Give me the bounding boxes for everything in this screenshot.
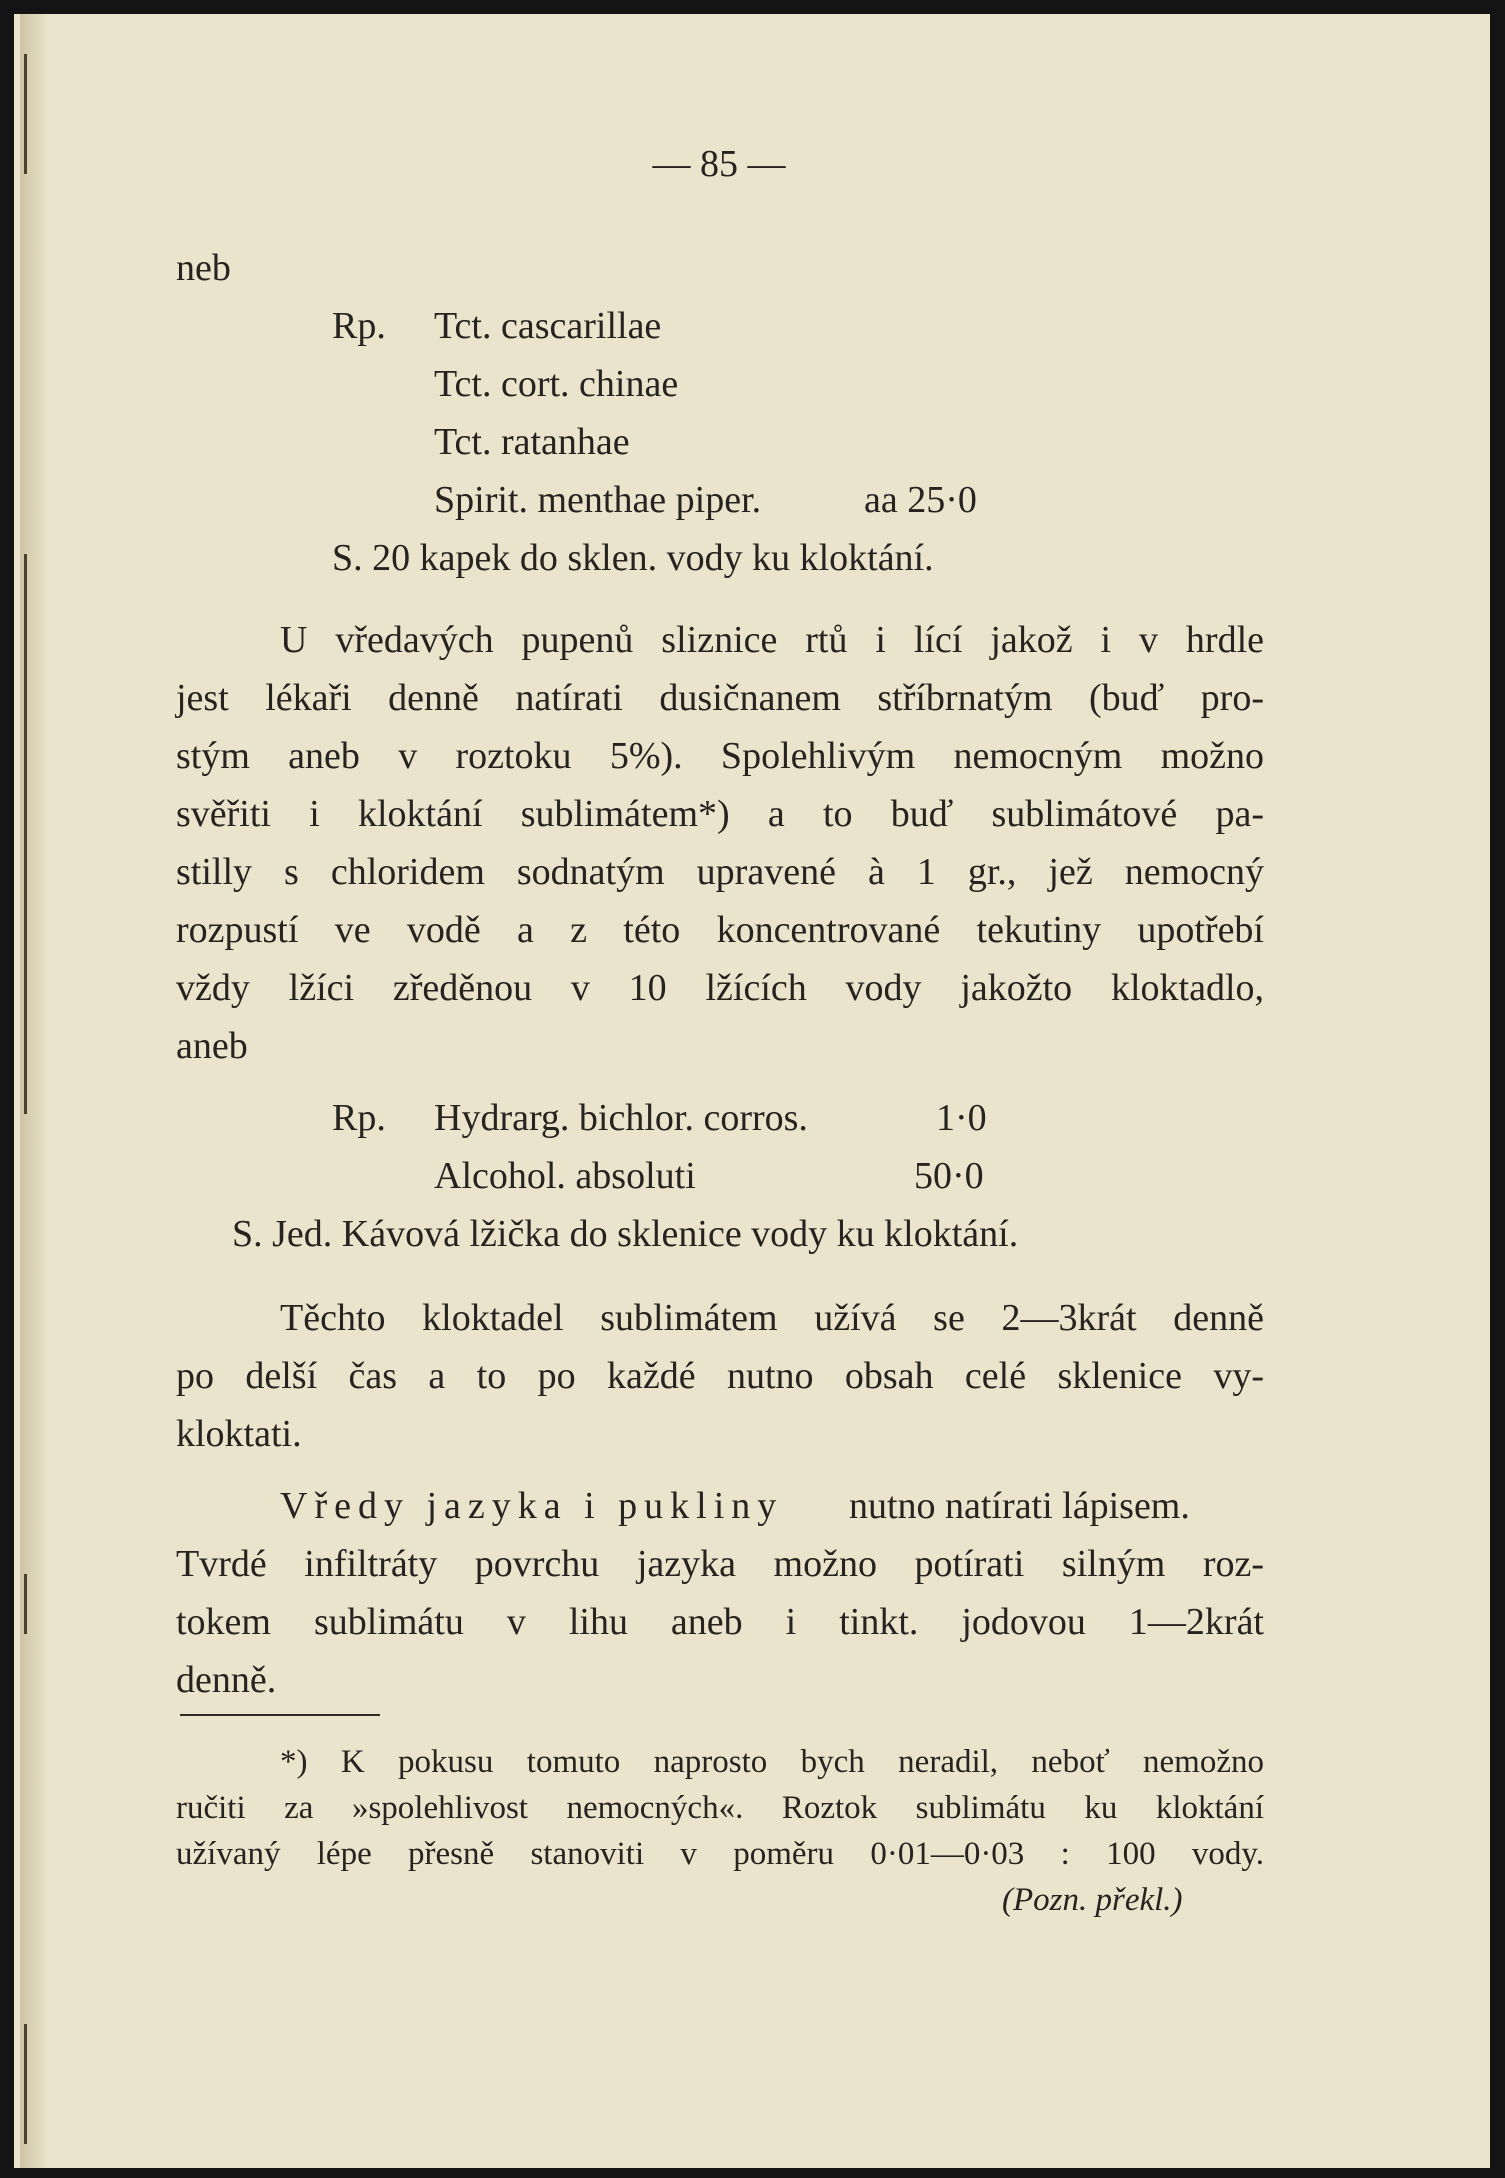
margin-mark <box>24 2024 27 2144</box>
paragraph-line: aneb <box>176 1025 248 1067</box>
emphasized-phrase: Vředy jazyka i pukliny <box>280 1485 784 1527</box>
recipe-ingredient: Tct. cascarillae <box>434 305 662 347</box>
paragraph-line: Těchto kloktadel sublimátem užívá se 2—3krát denně <box>280 1297 1264 1339</box>
recipe-amount: 1·0 <box>936 1097 987 1139</box>
recipe-amount: aa 25·0 <box>864 479 977 521</box>
paragraph-line: stým aneb v roztoku 5%). Spolehlivým nemocným možno <box>176 735 1264 777</box>
paragraph-line: kloktati. <box>176 1413 302 1455</box>
footnote-line: ručiti za »spolehlivost nemocných«. Roztok sublimátu ku kloktání <box>176 1790 1264 1826</box>
recipe-signa: S. 20 kapek do sklen. vody ku kloktání. <box>332 537 934 579</box>
recipe-signa: S. Jed. Kávová lžička do sklenice vody ku kloktání. <box>232 1213 1019 1255</box>
recipe-ingredient: Spirit. menthae piper. <box>434 479 762 521</box>
recipe-amount: 50·0 <box>914 1155 984 1197</box>
paragraph-line: jest lékaři denně natírati dusičnanem stříbrnatým (buď pro- <box>176 677 1264 719</box>
margin-mark <box>24 554 27 1114</box>
recipe-rp-label: Rp. <box>332 305 386 347</box>
paragraph-line: Tvrdé infiltráty povrchu jazyka možno potírati silným roz- <box>176 1543 1264 1585</box>
paragraph-line: denně. <box>176 1659 277 1701</box>
paragraph-line: vždy lžíci zředěnou v 10 lžících vody jakožto kloktadlo, <box>176 967 1264 1009</box>
paragraph-line: po delší čas a to po každé nutno obsah celé sklenice vy- <box>176 1355 1264 1397</box>
paragraph-line: tokem sublimátu v lihu aneb i tinkt. jodovou 1—2krát <box>176 1601 1264 1643</box>
footnote-line: užívaný lépe přesně stanoviti v poměru 0·01—0·03 : 100 vody. <box>176 1836 1264 1872</box>
book-page <box>14 14 1490 2168</box>
page-number: — 85 — <box>652 143 786 185</box>
footnote-signature: (Pozn. překl.) <box>1002 1882 1183 1918</box>
margin-mark <box>24 1574 27 1634</box>
recipe-rp-label: Rp. <box>332 1097 386 1139</box>
paragraph-line: nutno natírati lápisem. <box>849 1485 1190 1527</box>
recipe-ingredient: Hydrarg. bichlor. corros. <box>434 1097 808 1139</box>
recipe-ingredient: Alcohol. absoluti <box>434 1155 696 1197</box>
footnote-line: *) K pokusu tomuto naprosto bych neradil, neboť nemožno <box>280 1744 1264 1780</box>
intro-word: neb <box>176 247 231 289</box>
paragraph-line: stilly s chloridem sodnatým upravené à 1 gr., jež nemocný <box>176 851 1264 893</box>
paragraph-line: rozpustí ve vodě a z této koncentrované tekutiny upotřebí <box>176 909 1264 951</box>
recipe-ingredient: Tct. cort. chinae <box>434 363 679 405</box>
footnote-separator <box>180 1714 380 1716</box>
paragraph-line: U vředavých pupenů sliznice rtů i lící jakož i v hrdle <box>280 619 1264 661</box>
recipe-ingredient: Tct. ratanhae <box>434 421 630 463</box>
paragraph-line: svěřiti i kloktání sublimátem*) a to buď sublimátové pa- <box>176 793 1264 835</box>
